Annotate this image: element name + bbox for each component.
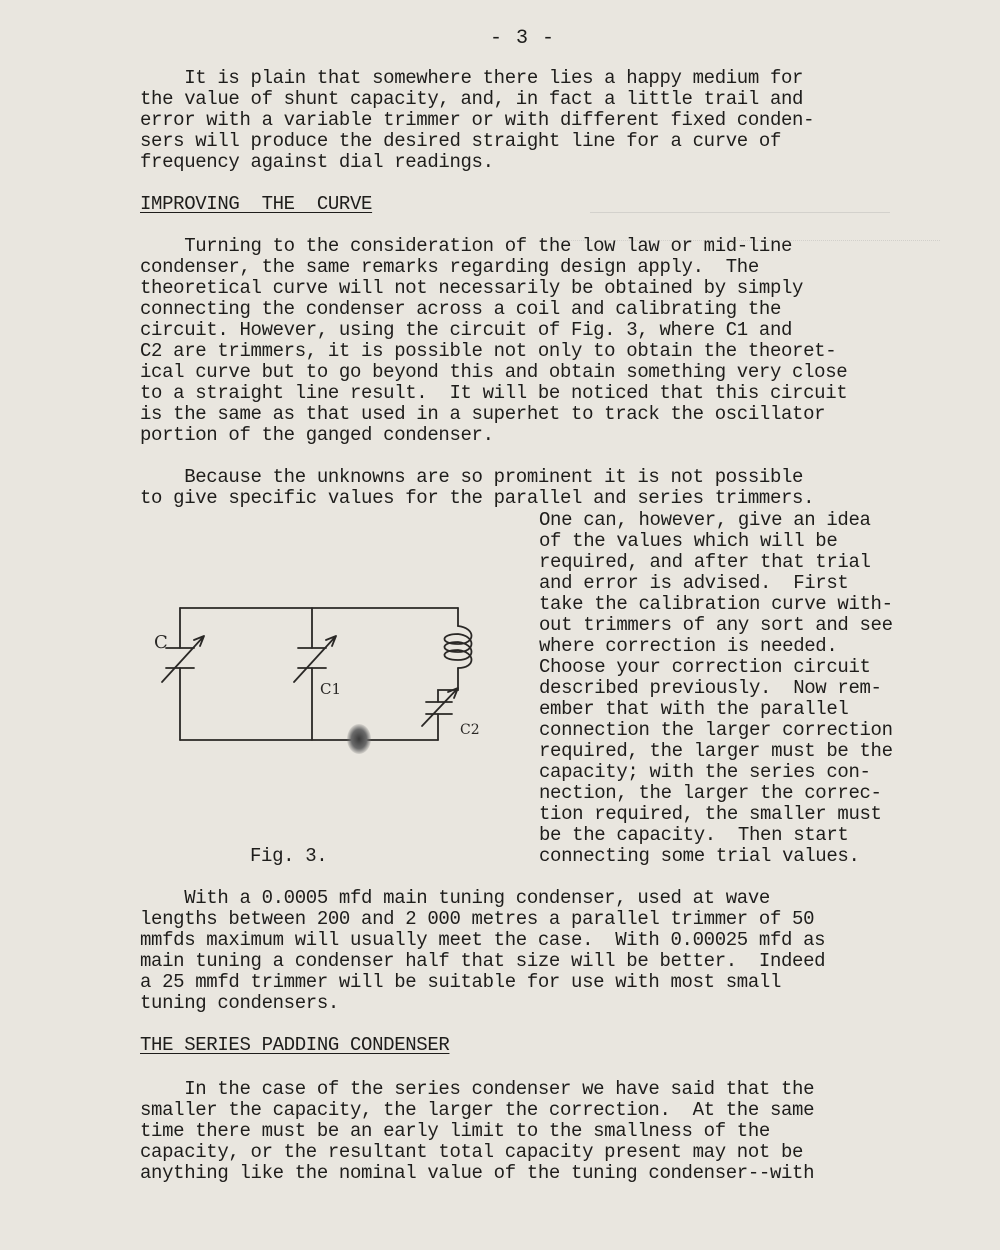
paragraph-2-line: condenser, the same remarks regarding design apply. The [140, 256, 759, 278]
page-number: - 3 - [490, 27, 556, 50]
paragraph-3-column-line: required, and after that trial [539, 551, 871, 573]
paragraph-3-column-line: and error is advised. First [539, 572, 849, 594]
paragraph-3-column-line: be the capacity. Then start [539, 824, 849, 846]
paragraph-5-line: time there must be an early limit to the smallness of the [140, 1120, 770, 1142]
paragraph-5-line: In the case of the series condenser we have said that the [140, 1078, 815, 1100]
section-heading-series-padding-condenser: THE SERIES PADDING CONDENSER [140, 1034, 450, 1056]
paragraph-3-column-line: take the calibration curve with- [539, 593, 893, 615]
paragraph-5-line: smaller the capacity, the larger the correction. At the same [140, 1099, 815, 1121]
paragraph-3-column-line: described previously. Now rem- [539, 677, 882, 699]
paragraph-3-column-line: of the values which will be [539, 530, 838, 552]
paragraph-2-line: C2 are trimmers, it is possible not only to obtain the theoret- [140, 340, 837, 362]
paragraph-3-column-line: connecting some trial values. [539, 845, 860, 867]
paragraph-3-column-line: required, the larger must be the [539, 740, 893, 762]
paragraph-2-line: Turning to the consideration of the low law or mid-line [140, 235, 793, 257]
paragraph-2-line: is the same as that used in a superhet to track the oscillator [140, 403, 826, 425]
paragraph-1-line: It is plain that somewhere there lies a happy medium for [140, 67, 804, 89]
paragraph-3-column-line: where correction is needed. [539, 635, 838, 657]
label-c: C [154, 632, 168, 653]
capacitor-c2-arrow [422, 688, 458, 726]
paragraph-3-column-line: capacity; with the series con- [539, 761, 871, 783]
paragraph-4-line: lengths between 200 and 2 000 metres a parallel trimmer of 50 [140, 908, 815, 930]
paragraph-2-line: circuit. However, using the circuit of Fig. 3, where C1 and [140, 319, 793, 341]
paragraph-3-line: Because the unknowns are so prominent it is not possible [140, 466, 804, 488]
paragraph-1-line: error with a variable trimmer or with different fixed conden- [140, 109, 815, 131]
paragraph-1-line: the value of shunt capacity, and, in fact a little trail and [140, 88, 804, 110]
paragraph-5-line: anything like the nominal value of the tuning condenser--with [140, 1162, 815, 1184]
paragraph-3-column-line: out trimmers of any sort and see [539, 614, 893, 636]
paragraph-3-line: to give specific values for the parallel and series trimmers. [140, 487, 815, 509]
paragraph-4-line: mmfds maximum will usually meet the case. With 0.00025 mfd as [140, 929, 826, 951]
label-c2: C2 [460, 722, 480, 738]
paragraph-3-column-line: Choose your correction circuit [539, 656, 871, 678]
capacitor-c-arrow [162, 636, 204, 682]
paragraph-4-line: tuning condensers. [140, 992, 339, 1014]
paragraph-3-column-line: One can, however, give an idea [539, 509, 871, 531]
paragraph-2-line: portion of the ganged condenser. [140, 424, 494, 446]
section-heading-improving-the-curve: IMPROVING THE CURVE [140, 193, 373, 215]
paragraph-1-line: frequency against dial readings. [140, 151, 494, 173]
ink-smudge [347, 724, 371, 754]
paragraph-1-line: sers will produce the desired straight line for a curve of [140, 130, 782, 152]
paragraph-2-line: ical curve but to go beyond this and obtain something very close [140, 361, 848, 383]
paragraph-3-column-line: nection, the larger the correc- [539, 782, 882, 804]
paragraph-2-line: connecting the condenser across a coil and calibrating the [140, 298, 782, 320]
paragraph-3-column-line: ember that with the parallel [539, 698, 849, 720]
paragraph-4-line: a 25 mmfd trimmer will be suitable for use with most small [140, 971, 782, 993]
paragraph-5-line: capacity, or the resultant total capacity present may not be [140, 1141, 804, 1163]
paragraph-4-line: With a 0.0005 mfd main tuning condenser, used at wave [140, 887, 770, 909]
coil-loops [445, 626, 472, 668]
capacitor-c1-arrow [294, 636, 336, 682]
circuit-diagram-fig-3 [140, 590, 500, 770]
paragraph-3-column-line: connection the larger correction [539, 719, 893, 741]
label-c1: C1 [320, 680, 342, 698]
figure-caption: Fig. 3. [250, 845, 328, 867]
paragraph-3-column-line: tion required, the smaller must [539, 803, 882, 825]
paragraph-4-line: main tuning a condenser half that size will be better. Indeed [140, 950, 826, 972]
paragraph-2-line: theoretical curve will not necessarily be obtained by simply [140, 277, 804, 299]
paragraph-2-line: to a straight line result. It will be noticed that this circuit [140, 382, 848, 404]
